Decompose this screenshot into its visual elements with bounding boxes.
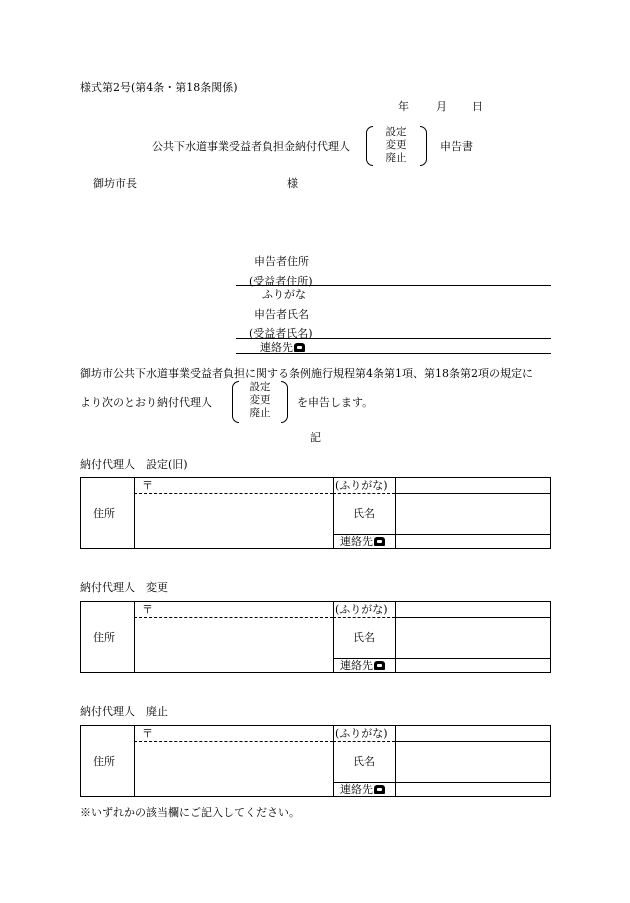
furigana-label: (ふりがな) — [335, 603, 388, 616]
address-label: 住所 — [93, 755, 115, 768]
col-divider — [333, 602, 334, 672]
col-divider — [395, 726, 396, 796]
row-divider — [333, 493, 395, 494]
applicant-furigana: ふりがな — [262, 288, 306, 301]
address-label: 住所 — [93, 507, 115, 520]
title-option: 変更 — [385, 139, 407, 151]
contact-text: 連絡先 — [340, 783, 373, 796]
date-month: 月 — [436, 100, 447, 113]
ki-label: 記 — [310, 431, 321, 444]
col-divider — [395, 602, 396, 672]
phone-icon — [374, 661, 385, 670]
applicant-address-label: 申告者住所 — [254, 255, 309, 268]
contact-label — [340, 659, 385, 672]
contact-text: 連絡先 — [340, 535, 373, 548]
row-divider — [333, 617, 395, 618]
row-divider — [134, 493, 333, 494]
section-heading: 納付代理人 変更 — [80, 581, 168, 594]
agent-table — [80, 601, 551, 673]
form-title: 公共下水道事業受益者負担金納付代理人 — [152, 140, 350, 153]
body-options — [240, 381, 280, 420]
name-label: 氏名 — [353, 755, 375, 768]
row-divider — [333, 741, 395, 742]
body-option: 廃止 — [249, 407, 271, 419]
row-divider — [395, 741, 550, 742]
phone-icon — [374, 785, 385, 794]
applicant-contact-label: 連絡先 — [260, 341, 293, 354]
title-suffix: 申告書 — [440, 140, 473, 153]
col-divider — [333, 726, 334, 796]
section-heading: 納付代理人 設定(旧) — [80, 458, 188, 471]
section-heading: 納付代理人 廃止 — [80, 705, 168, 718]
addressee: 御坊市長 — [93, 177, 137, 190]
body-left-bracket — [232, 381, 239, 423]
applicant-name-label: 申告者氏名 — [254, 308, 309, 321]
title-option: 設定 — [385, 126, 407, 138]
title-options — [376, 126, 416, 165]
contact-label — [340, 783, 385, 796]
furigana-label: (ふりがな) — [335, 727, 388, 740]
name-underline — [236, 338, 551, 339]
address-underline — [236, 285, 551, 286]
body-option: 変更 — [249, 394, 271, 406]
title-option: 廃止 — [385, 152, 407, 164]
body-line-2-prefix: より次のとおり納付代理人 — [80, 396, 212, 409]
contact-text: 連絡先 — [340, 659, 373, 672]
row-divider — [134, 617, 333, 618]
name-label: 氏名 — [353, 631, 375, 644]
postal-mark: 〒 — [142, 479, 153, 492]
phone-icon — [374, 537, 385, 546]
agent-table — [80, 725, 551, 797]
agent-table — [80, 477, 551, 549]
date-year: 年 — [398, 100, 409, 113]
honorific: 様 — [287, 177, 298, 190]
row-divider — [395, 493, 550, 494]
name-label: 氏名 — [353, 507, 375, 520]
footnote: ※いずれかの該当欄にご記入してください。 — [80, 806, 300, 819]
body-line-1: 御坊市公共下水道事業受益者負担に関する条例施行規程第4条第1項、第18条第2項の規定に — [80, 367, 533, 380]
applicant-name-sub: (受益者氏名) — [249, 327, 313, 340]
body-line-2-suffix: を申告します。 — [297, 396, 374, 409]
title-left-bracket — [366, 126, 373, 166]
col-divider — [134, 478, 135, 548]
contact-underline — [236, 353, 551, 354]
row-divider — [395, 617, 550, 618]
postal-mark: 〒 — [142, 603, 153, 616]
furigana-label: (ふりがな) — [335, 479, 388, 492]
applicant-address-sub: (受益者住所) — [249, 275, 313, 288]
phone-icon — [294, 343, 305, 352]
contact-label — [340, 535, 385, 548]
address-label: 住所 — [93, 631, 115, 644]
row-divider — [134, 741, 333, 742]
date-day: 日 — [472, 100, 483, 113]
col-divider — [134, 602, 135, 672]
form-number: 様式第2号(第4条・第18条関係) — [80, 81, 238, 94]
col-divider — [333, 478, 334, 548]
col-divider — [134, 726, 135, 796]
body-right-bracket — [281, 381, 288, 423]
col-divider — [395, 478, 396, 548]
body-option: 設定 — [249, 381, 271, 393]
postal-mark: 〒 — [142, 727, 153, 740]
title-right-bracket — [420, 126, 427, 166]
